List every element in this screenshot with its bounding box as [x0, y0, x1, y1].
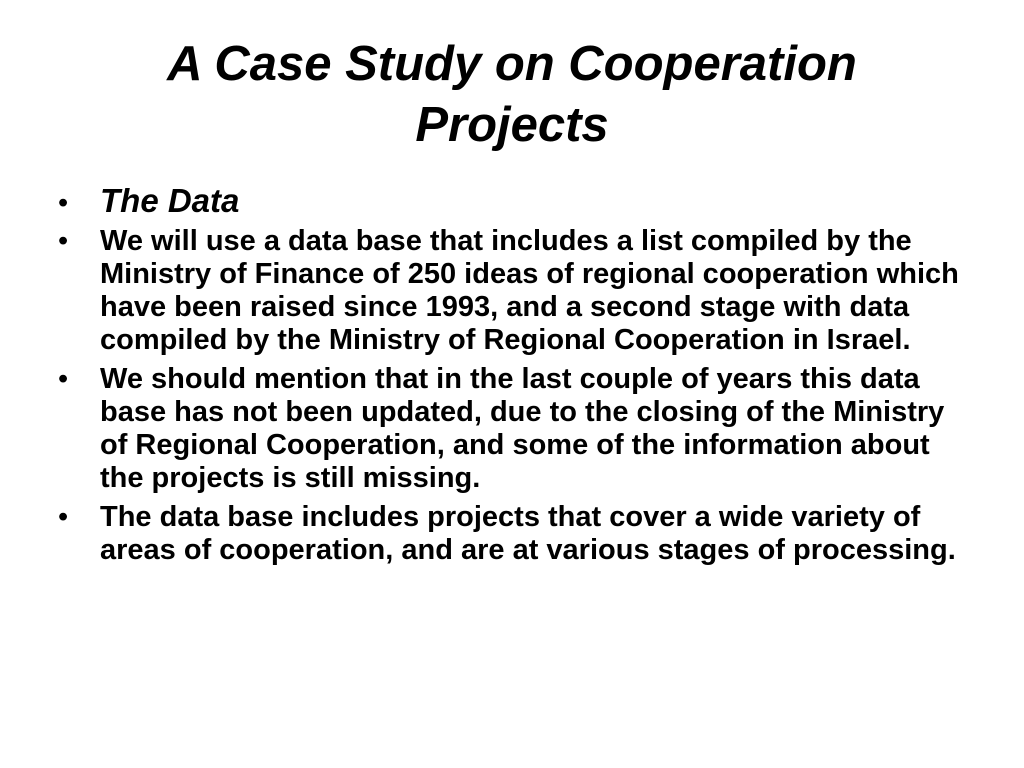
bullet-item-not-updated — [58, 363, 968, 495]
bullet-item-data-base — [58, 225, 968, 357]
slide-title — [40, 34, 984, 156]
bullet-text: We should mention that in the last couple of years this data base has not been updated, due to the closing of the Ministry of Regional Cooperation, and some of the information about the projects is still missing. — [100, 363, 945, 494]
bullet-item-wide-variety — [58, 501, 968, 567]
bullet-text: The Data — [100, 182, 240, 219]
bullet-icon: • — [58, 225, 69, 257]
bullet-text: We will use a data base that includes a list compiled by the Ministry of Finance of 250 ideas of regional cooperation which have been raised since 1993, and a second stage with data compiled by the Ministry of Regional Cooperation in Israel. — [100, 225, 959, 356]
bullet-list — [58, 179, 968, 573]
bullet-icon: • — [58, 187, 69, 219]
slide-title-line-1: A Case Study on Cooperation — [167, 37, 857, 91]
slide-title-line-2: Projects — [415, 98, 609, 152]
bullet-icon: • — [58, 363, 69, 395]
bullet-item-the-data — [58, 179, 968, 223]
bullet-icon: • — [58, 501, 69, 533]
bullet-text: The data base includes projects that cover a wide variety of areas of cooperation, and are at various stages of processing. — [100, 501, 956, 566]
